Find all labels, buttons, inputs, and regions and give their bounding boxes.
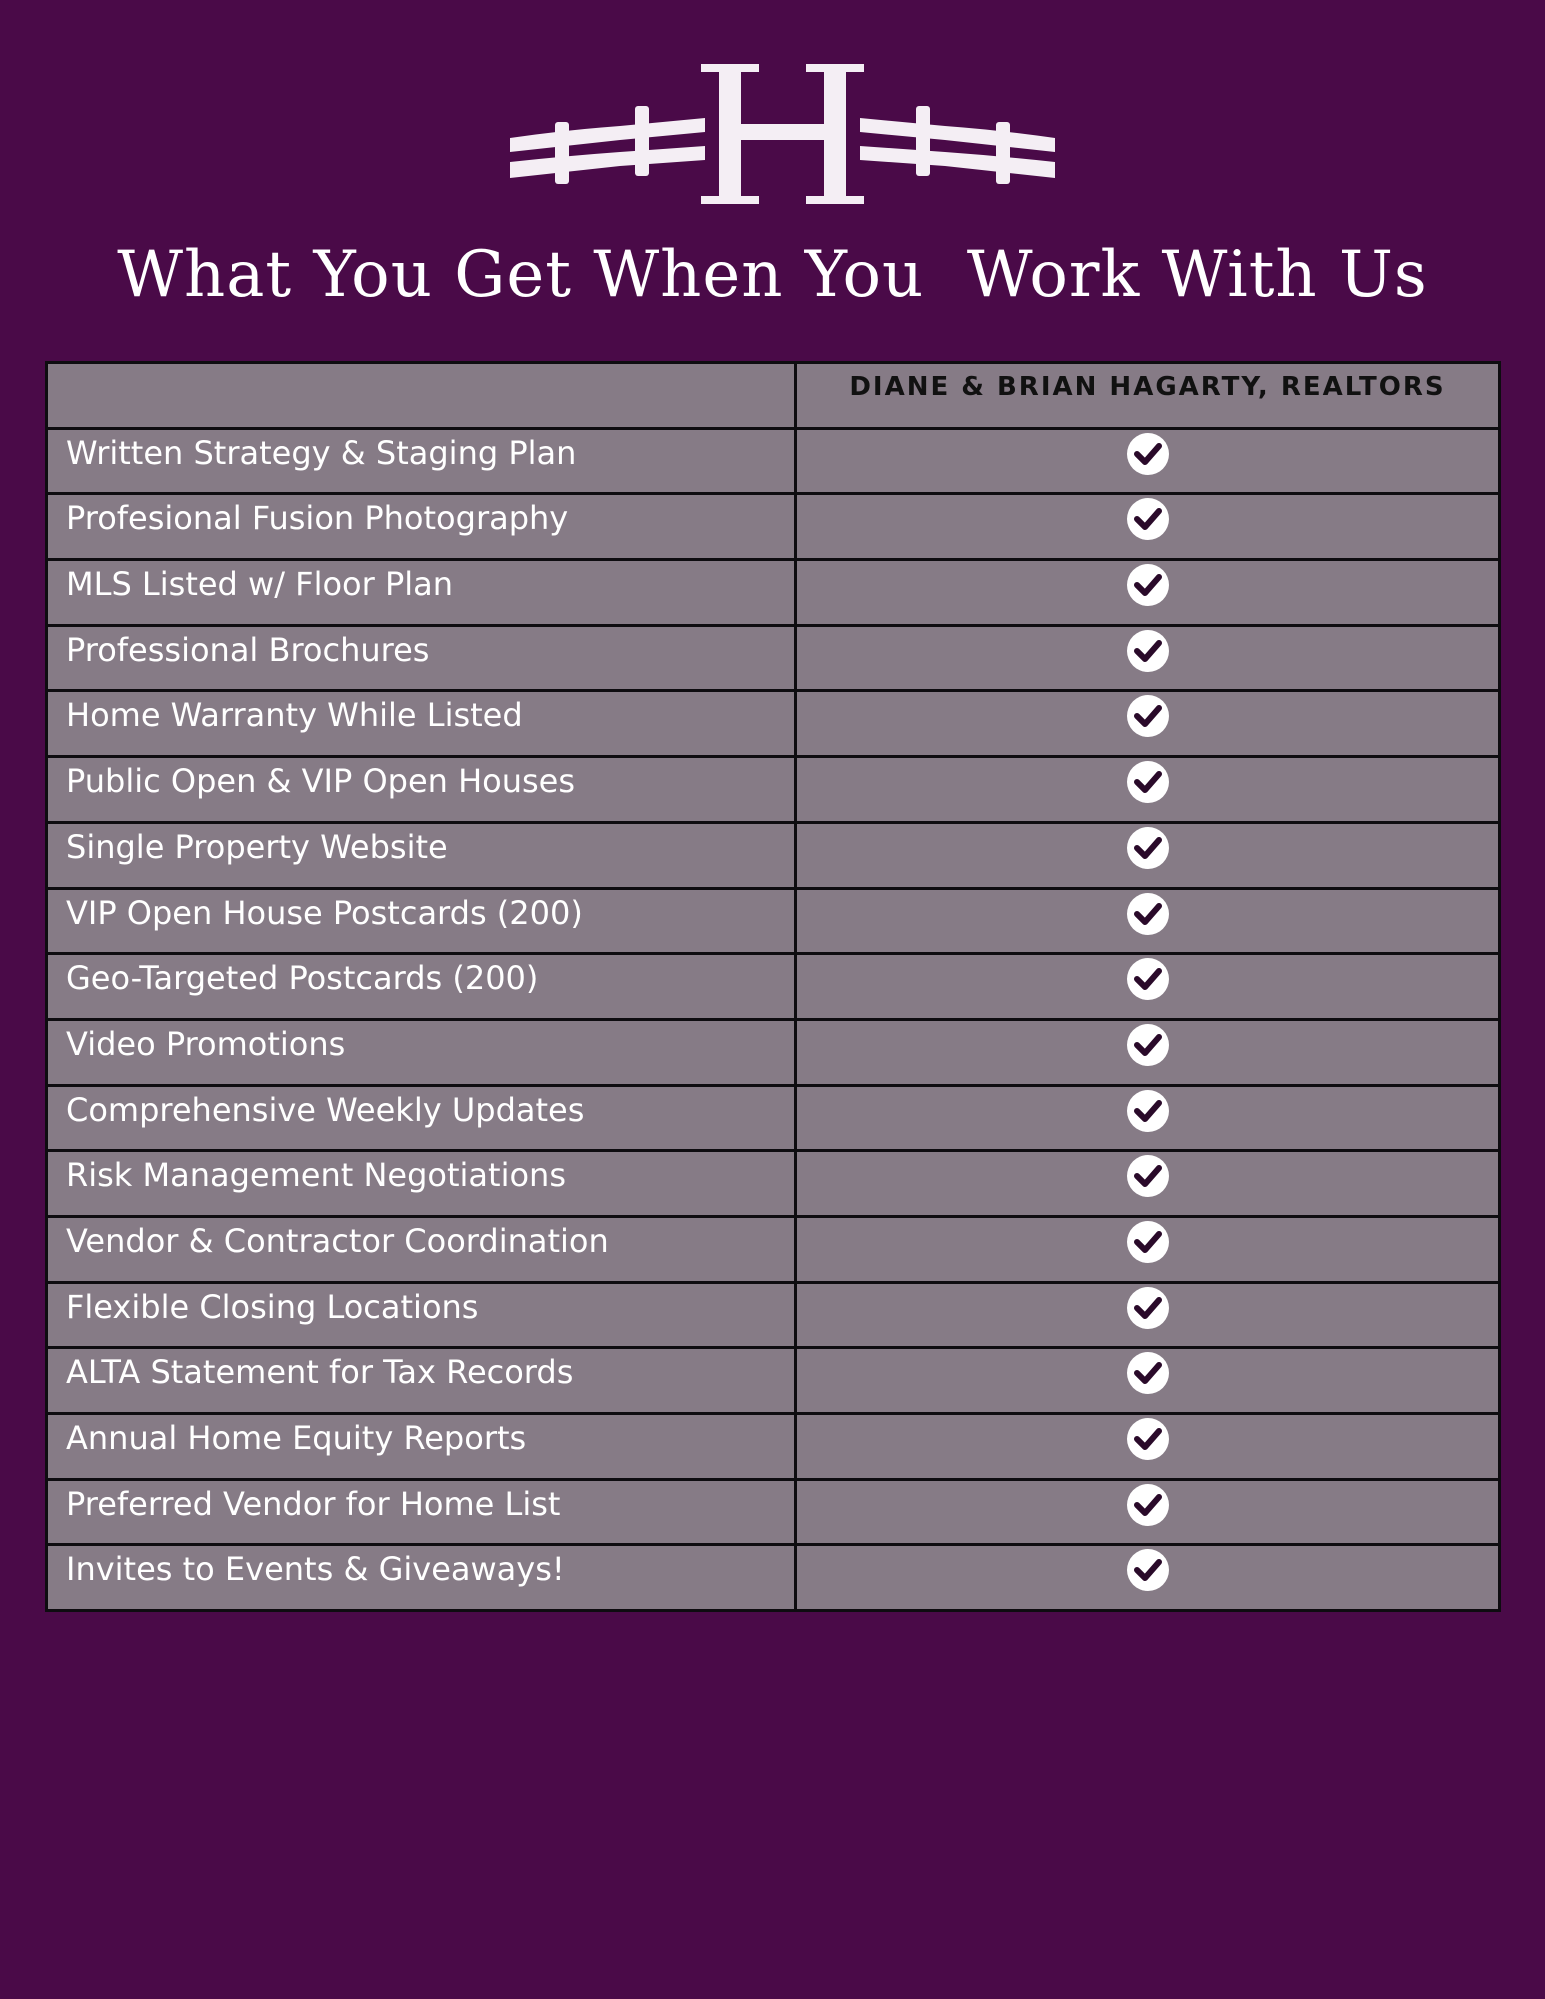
page-title: What You Get When You Work With Us [117,238,1428,312]
table-row [47,494,1500,560]
check-circle-icon [1126,1286,1170,1330]
feature-label: Public Open & VIP Open Houses [47,757,796,823]
feature-label: Written Strategy & Staging Plan [47,428,796,494]
included-cell [795,1085,1499,1151]
check-circle-icon [1126,957,1170,1001]
table-row [47,428,1500,494]
fence-h-logo-icon [505,60,1060,210]
table-row [47,1085,1500,1151]
check-circle-icon [1126,694,1170,738]
table-row [47,822,1500,888]
included-cell [795,1216,1499,1282]
feature-label: Video Promotions [47,1019,796,1085]
table-row [47,888,1500,954]
check-circle-icon [1126,1089,1170,1133]
included-cell [795,625,1499,691]
feature-label: Risk Management Negotiations [47,1151,796,1217]
feature-label: Flexible Closing Locations [47,1282,796,1348]
table-row [47,1151,1500,1217]
check-circle-icon [1126,760,1170,804]
feature-label: MLS Listed w/ Floor Plan [47,560,796,626]
table-row [47,1479,1500,1545]
check-circle-icon [1126,1154,1170,1198]
included-cell [795,1019,1499,1085]
check-circle-icon [1126,1023,1170,1067]
check-circle-icon [1126,1417,1170,1461]
check-circle-icon [1126,1351,1170,1395]
feature-label: Vendor & Contractor Coordination [47,1216,796,1282]
feature-label: Preferred Vendor for Home List [47,1479,796,1545]
feature-label: VIP Open House Postcards (200) [47,888,796,954]
feature-label: Comprehensive Weekly Updates [47,1085,796,1151]
feature-label: Single Property Website [47,822,796,888]
table-row [47,691,1500,757]
included-cell [795,428,1499,494]
feature-label: Professional Brochures [47,625,796,691]
table-row [47,1216,1500,1282]
check-circle-icon [1126,629,1170,673]
feature-label: Annual Home Equity Reports [47,1414,796,1480]
check-circle-icon [1126,892,1170,936]
feature-label: Geo-Targeted Postcards (200) [47,954,796,1020]
check-circle-icon [1126,1220,1170,1264]
included-cell [795,1282,1499,1348]
check-circle-icon [1126,432,1170,476]
included-cell [795,1151,1499,1217]
included-cell [795,1545,1499,1611]
feature-label: ALTA Statement for Tax Records [47,1348,796,1414]
included-cell [795,560,1499,626]
table-row [47,954,1500,1020]
feature-label: Profesional Fusion Photography [47,494,796,560]
table-row [47,1414,1500,1480]
check-circle-icon [1126,563,1170,607]
check-circle-icon [1126,1483,1170,1527]
table-row [47,1545,1500,1611]
included-cell [795,1414,1499,1480]
features-comparison-table [45,361,1501,1612]
table-row [47,560,1500,626]
included-cell [795,757,1499,823]
table-row [47,757,1500,823]
agent-column-header: DIANE & BRIAN HAGARTY, REALTORS [795,363,1499,429]
check-circle-icon [1126,1548,1170,1592]
included-cell [795,954,1499,1020]
table-row [47,625,1500,691]
feature-label: Invites to Events & Giveaways! [47,1545,796,1611]
check-circle-icon [1126,497,1170,541]
feature-label: Home Warranty While Listed [47,691,796,757]
feature-column-header [47,363,796,429]
included-cell [795,1479,1499,1545]
included-cell [795,888,1499,954]
included-cell [795,691,1499,757]
included-cell [795,822,1499,888]
table-row [47,1348,1500,1414]
table-row [47,1282,1500,1348]
check-circle-icon [1126,826,1170,870]
table-header-row [47,363,1500,429]
included-cell [795,494,1499,560]
table-row [47,1019,1500,1085]
included-cell [795,1348,1499,1414]
